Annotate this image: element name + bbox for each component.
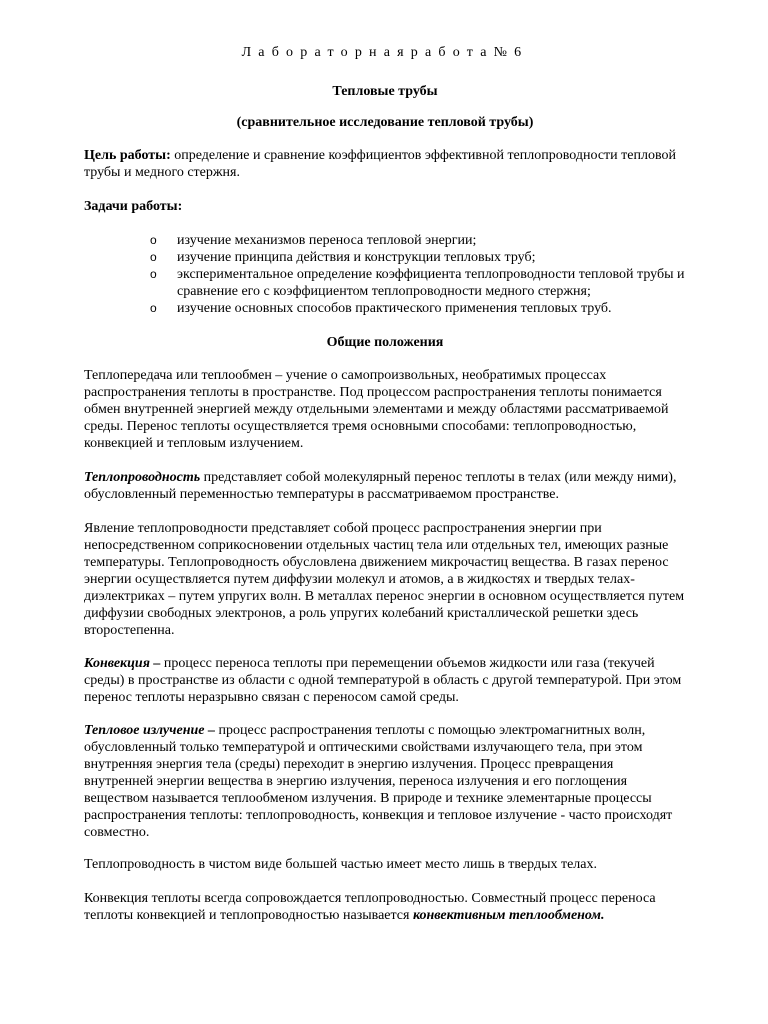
task-text: изучение основных способов практического применения тепловых труб. — [177, 301, 612, 316]
document-title: Тепловые трубы — [332, 84, 438, 99]
goal-text: определение и сравнение коэффициентов эффективной теплопроводности тепловой трубы и медного стержня. — [84, 148, 676, 180]
bullet-icon: o — [150, 233, 157, 247]
document-subtitle: (сравнительное исследование тепловой трубы) — [236, 115, 534, 130]
paragraph-convection — [84, 655, 686, 706]
bullet-icon: o — [150, 301, 157, 315]
paragraph-conduction — [84, 469, 686, 503]
lab-number-heading: Лабораторнаяработа№6 — [241, 45, 529, 60]
section-heading: Общие положения — [326, 335, 444, 350]
paragraph-convective-exchange — [84, 890, 686, 924]
term-convection: Конвекция – — [84, 656, 161, 671]
goal-paragraph — [84, 147, 686, 181]
task-text: изучение механизмов переноса тепловой энергии; — [177, 233, 477, 248]
bullet-icon: o — [150, 267, 157, 281]
goal-label: Цель работы: — [84, 148, 171, 163]
paragraph-text: Конвекция теплоты всегда сопровождается теплопроводностью. Совместный процесс переноса теплоты конвекцией и теплопроводностью называется — [84, 891, 656, 923]
paragraph-text: представляет собой молекулярный перенос теплоты в телах (или между ними), обусловленный переменностью температуры в рассматриваемом пространстве. — [84, 470, 677, 502]
task-text: изучение принципа действия и конструкции тепловых труб; — [177, 250, 536, 265]
task-text: экспериментальное определение коэффициента теплопроводности тепловой трубы и сравнение его с коэффициентом теплопроводности медного стержня; — [177, 267, 685, 299]
bullet-icon: o — [150, 250, 157, 264]
term-radiation: Тепловое излучение – — [84, 723, 215, 738]
paragraph-heat-transfer: Теплопередача или теплообмен – учение о самопроизвольных, необратимых процессах распространения теплоты в пространстве. Под процессом распространения теплоты понимается обмен внутренней энергией между отдельными элементами и между областями рассматриваемой среды. Перенос теплоты осуществляется тремя основными способами: теплопроводностью, конвекцией и тепловым излучением. — [84, 368, 669, 451]
list-item — [150, 300, 694, 317]
term-convective-exchange: конвективным теплообменом. — [412, 908, 605, 923]
paragraph-radiation — [84, 722, 686, 841]
term-conduction: Теплопроводность — [84, 470, 201, 485]
tasks-list — [150, 232, 694, 317]
paragraph-text: процесс переноса теплоты при перемещении объемов жидкости или газа (текучей среды) в пространстве из области с одной температурой в область с другой температурой. При этом перенос теплоты неразрывно связан с переносом самой среды. — [84, 656, 682, 705]
list-item — [150, 232, 694, 249]
paragraph-solids: Теплопроводность в чистом виде большей частью имеет место лишь в твердых телах. — [84, 857, 598, 872]
tasks-label: Задачи работы: — [84, 199, 183, 214]
paragraph-conduction-phenomenon: Явление теплопроводности представляет собой процесс распространения энергии при непосредственном соприкосновении отдельных частиц тела или отдельных тел, имеющих разные температуры. Теплопроводность обусловлена движением микрочастиц вещества. В газах перенос энергии осуществляется путем диффузии молекул и атомов, а в жидкостях и твердых телах-диэлектриках – путем упругих волн. В металлах перенос энергии в основном осуществляется путем диффузии свободных электронов, а роль упругих колебаний кристаллической решетки здесь второстепенна. — [84, 521, 685, 638]
list-item — [150, 266, 694, 300]
paragraph-text: процесс распространения теплоты с помощью электромагнитных волн, обусловленный только температурой и оптическими свойствами излучающего тела, при этом внутренняя энергия тела (среды) переходит в энергию излучения. Процесс превращения внутренней энергии вещества в энергию излучения, переноса излучения и его поглощения веществом называется теплообменом излучения. В природе и технике элементарные процессы распространения теплоты: теплопроводность, конвекция и тепловое излучение - часто происходят совместно. — [84, 723, 673, 840]
list-item — [150, 249, 694, 266]
